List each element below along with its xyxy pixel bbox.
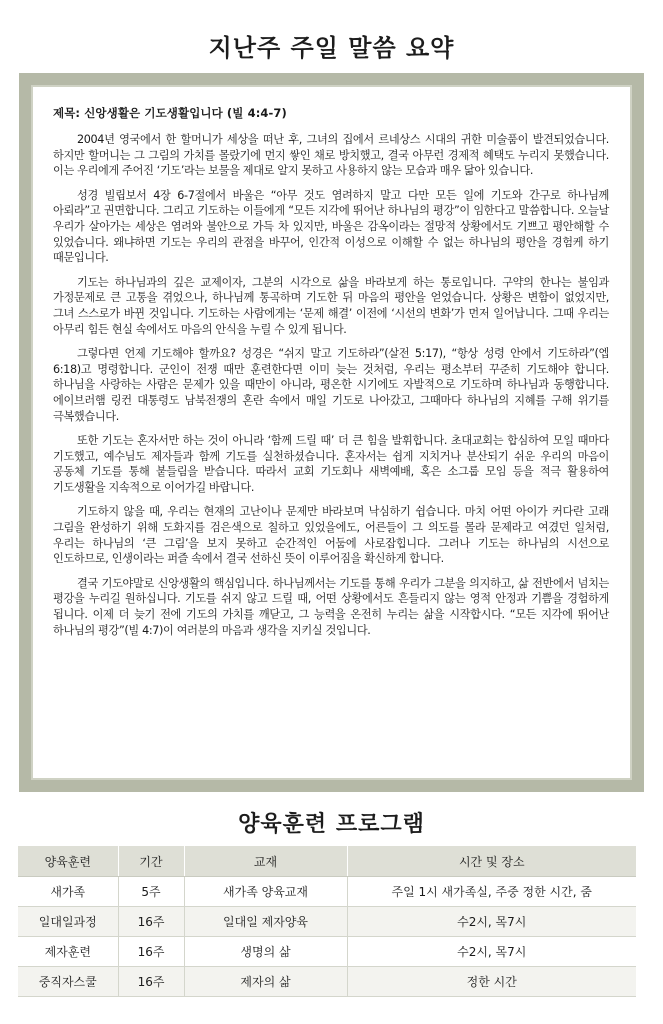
cell-duration: 5주 [118, 877, 184, 907]
cell-time-place: 수2시, 목7시 [347, 937, 636, 967]
table-row [18, 877, 636, 907]
cell-duration: 16주 [118, 937, 184, 967]
cell-program: 제자훈련 [18, 937, 118, 967]
program-section-title: 양육훈련 프로그램 [238, 812, 425, 837]
cell-time-place: 수2시, 목7시 [347, 907, 636, 937]
sermon-paragraph: 2004년 영국에서 한 할머니가 세상을 떠난 후, 그녀의 집에서 르네상스 시대의 귀한 미술품이 발견되었습니다. 하지만 할머니는 그 그림의 가치를 몰랐기에 먼지 쌓인 채로 방치했고, 결국 아무런 경제적 혜택도 누리지 못했습니다. 이는 우리에게 주어진 ‘기도’라는 보물을 제대로 알지 못하고 사용하지 않는 모습과 매우 닮아 있습니다. [53, 133, 609, 178]
sermon-paragraph: 기도하지 않을 때, 우리는 현재의 고난이나 문제만 바라보며 낙심하기 쉽습니다. 마치 어떤 아이가 커다란 고래 그림을 완성하기 위해 도화지를 검은색으로 칠하고 있었을에도, 어른들이 그 의도를 몰라 문제라고 여겼던 일처럼, 우리는 하나님의 ‘큰 그림’을 보지 못하고 순간적인 어둠에 사로잡힙니다. 그러나 기도는 하나님의 시선으로 인도하므로, 인생이라는 퍼즐 속에서 결국 선하신 뜻이 이루어짐을 확신하게 합니다. [53, 505, 609, 566]
sermon-paragraph: 결국 기도야말로 신앙생활의 핵심입니다. 하나님께서는 기도를 통해 우리가 그분을 의지하고, 삶 전반에서 넘치는 평강을 누리길 원하십니다. 기도를 쉬지 않고 드릴 때, 어떤 상황에서도 흔들리지 않는 영적 안정과 기쁨을 경험하게 됩니다. 이제 더 늦기 전에 기도의 가치를 깨닫고, 그 능력을 온전히 누리는 삶을 시작합시다. “모든 지각에 뛰어난 하나님의 평강”(빌 4:7)이 여러분의 마음과 생각을 지키실 것입니다. [53, 576, 609, 637]
cell-program: 새가족 [18, 877, 118, 907]
cell-program: 중직자스쿨 [18, 967, 118, 997]
cell-time-place: 주일 1시 새가족실, 주중 정한 시간, 줌 [347, 877, 636, 907]
table-row [18, 907, 636, 937]
cell-time-place: 정한 시간 [347, 967, 636, 997]
sermon-paragraph: 기도는 하나님과의 깊은 교제이자, 그분의 시각으로 삶을 바라보게 하는 통로입니다. 구약의 한나는 불임과 가정문제로 큰 고통을 겪었으나, 하나님께 통곡하며 기도한 뒤 마음의 평안을 얻었습니다. 상황은 변함이 없었지만, 그녀 스스로가 바뀐 것입니다. 기도하는 사람에게는 ‘문제 해결’ 이전에 ‘시선의 변화’가 먼저 일어납니다. 그때 우리는 아무리 힘든 현실 속에서도 마음의 안식을 누릴 수 있게 됩니다. [53, 275, 609, 336]
column-header-textbook: 교재 [184, 846, 347, 877]
column-header-program: 양육훈련 [18, 846, 118, 877]
table-header-row [18, 846, 636, 877]
table-row [18, 967, 636, 997]
column-header-duration: 기간 [118, 846, 184, 877]
sermon-heading: 제목: 신앙생활은 기도생활입니다 (빌 4:4-7) [53, 106, 287, 120]
page-title: 지난주 주일 말씀 요약 [208, 34, 455, 62]
sermon-paragraph: 성경 빌립보서 4장 6-7절에서 바울은 “아무 것도 염려하지 말고 다만 모든 일에 기도와 간구로 하나님께 아뢰라”고 권면합니다. 그리고 기도하는 이들에게 “모든 지각에 뛰어난 하나님의 평강”이 임한다고 말씀합니다. 오늘날 우리가 살아가는 세상은 염려와 불안으로 가득 차 있지만, 바울은 감옥이라는 절망적 상황에서도 기쁘고 평안해할 수 있었습니다. 왜냐하면 기도는 우리의 관점을 바꾸어, 인간적 이성으로 이해할 수 없는 하나님의 평안을 경험케 하기 때문입니다. [53, 188, 609, 265]
program-table [18, 846, 636, 997]
sermon-paragraph: 그렇다면 언제 기도해야 할까요? 성경은 “쉬지 말고 기도하라”(살전 5:17), “항상 성령 안에서 기도하라”(엡 6:18)고 명령합니다. 군인이 전쟁 때만 훈련한다면 이미 늦는 것처럼, 우리는 평소부터 꾸준히 기도해야 합니다. 하나님을 사랑하는 사람은 문제가 있을 때만이 아니라, 평온한 시기에도 자발적으로 기도하며 하나님과 동행합니다. 에이브러햄 링컨 대통령도 남북전쟁의 혼란 속에서 매일 기도로 나아갔고, 그때마다 하나님의 지혜를 구해 위기를 극복했습니다. [53, 347, 609, 423]
table-row [18, 937, 636, 967]
sermon-paragraph: 또한 기도는 혼자서만 하는 것이 아니라 ‘함께 드릴 때’ 더 큰 힘을 발휘합니다. 초대교회는 합심하여 모일 때마다 기도했고, 예수님도 제자들과 함께 기도를 실천하셨습니다. 혼자서는 쉽게 지치거나 분산되기 쉬운 우리의 마음이 공동체 기도를 통해 붙들림을 받습니다. 따라서 교회 기도회나 새벽예배, 혹은 소그룹 모임 등을 적극 활용하여 기도생활을 지속적으로 이어가길 바랍니다. [53, 434, 609, 494]
cell-duration: 16주 [118, 967, 184, 997]
sermon-summary-frame [19, 73, 644, 792]
column-header-time-place: 시간 및 장소 [347, 846, 636, 877]
cell-program: 일대일과정 [18, 907, 118, 937]
cell-textbook: 제자의 삶 [184, 967, 347, 997]
cell-textbook: 생명의 삶 [184, 937, 347, 967]
cell-textbook: 새가족 양육교재 [184, 877, 347, 907]
sermon-summary-body [53, 105, 609, 647]
cell-textbook: 일대일 제자양육 [184, 907, 347, 937]
cell-duration: 16주 [118, 907, 184, 937]
